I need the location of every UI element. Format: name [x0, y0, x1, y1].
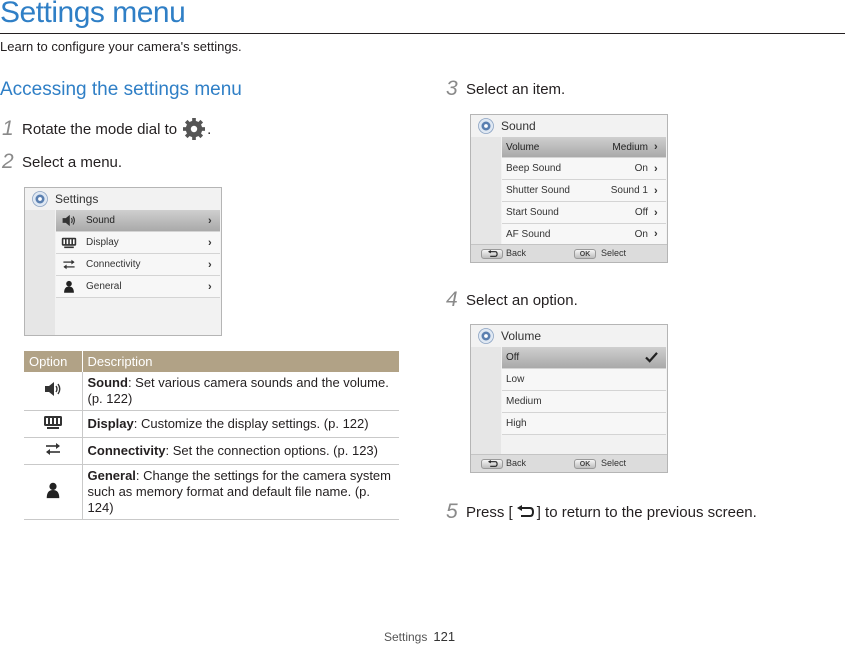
page-subtitle: Learn to configure your camera's settings. [0, 39, 242, 54]
display-icon [61, 236, 77, 249]
menu-item-shutter-sound[interactable] [502, 180, 666, 202]
menu-item-volume[interactable] [502, 137, 666, 158]
camera-screen-volume [470, 324, 668, 473]
person-icon [62, 280, 76, 293]
step-number: 5 [446, 500, 458, 523]
settings-icon [31, 190, 49, 208]
screen-footer [471, 244, 667, 262]
step-number: 1 [2, 117, 14, 140]
menu-item-display[interactable] [56, 232, 220, 254]
menu-list [56, 210, 220, 298]
menu-item-af-sound[interactable] [502, 224, 666, 245]
camera-screen-settings [24, 187, 222, 336]
screen-header-label: Volume [501, 329, 542, 343]
camera-screen-sound [470, 114, 668, 263]
chevron-right-icon: › [654, 162, 658, 175]
page-footer [384, 629, 455, 644]
chevron-right-icon: › [208, 280, 212, 293]
connectivity-icon [61, 258, 77, 271]
table-header-row [24, 351, 399, 372]
menu-item-value: On [634, 163, 648, 174]
option-high[interactable] [502, 413, 666, 435]
menu-item-sound[interactable] [56, 210, 220, 232]
speaker-icon [43, 381, 63, 397]
step-1 [2, 117, 211, 141]
step-text-end: ] to return to the previous screen. [536, 503, 757, 521]
chevron-right-icon: › [208, 236, 212, 249]
step-text: Select an item. [466, 80, 566, 98]
step-number: 3 [446, 77, 458, 100]
option-term: Sound [87, 375, 128, 390]
menu-item-value: Medium [612, 141, 648, 153]
option-term: Connectivity [87, 443, 166, 458]
table-row [24, 372, 399, 411]
step-3 [446, 77, 565, 101]
screen-footer [471, 454, 667, 472]
menu-item-start-sound[interactable] [502, 202, 666, 224]
display-icon [43, 414, 63, 430]
option-description: : Set various camera sounds and the volume. (p. 122) [87, 375, 389, 406]
screen-header [471, 325, 667, 347]
table-row [24, 411, 399, 438]
menu-item-beep-sound[interactable] [502, 158, 666, 180]
back-label: Back [506, 248, 527, 258]
menu-item-label: Start Sound [506, 207, 559, 218]
select-label: Select [601, 458, 627, 468]
footer-section: Settings [384, 630, 428, 644]
step-5 [446, 500, 757, 524]
title-divider [0, 33, 845, 34]
screen-header-label: Settings [55, 192, 99, 206]
step-text: Select an option. [466, 291, 578, 309]
table-row [24, 438, 399, 465]
option-description: : Change the settings for the camera system such as memory format and default file name. (p. 124) [87, 468, 391, 515]
option-description: : Set the connection options. (p. 123) [165, 443, 378, 458]
back-icon [486, 250, 499, 258]
chevron-right-icon: › [654, 184, 658, 197]
back-button[interactable] [481, 249, 503, 259]
menu-item-label: Shutter Sound [506, 185, 570, 196]
settings-icon [477, 327, 495, 345]
menu-item-value: Off [634, 207, 648, 218]
screen-sidebar [25, 210, 55, 335]
speaker-icon [61, 214, 77, 227]
menu-item-value: On [634, 228, 648, 240]
step-number: 4 [446, 288, 458, 311]
gear-icon [183, 118, 205, 140]
chevron-right-icon: › [654, 206, 658, 219]
step-text: Select a menu. [22, 153, 123, 171]
menu-item-label: Sound [86, 215, 115, 226]
menu-item-value: Sound 1 [610, 185, 648, 196]
menu-item-label: AF Sound [506, 228, 551, 240]
option-label: High [506, 418, 527, 429]
menu-item-label: Connectivity [86, 259, 141, 270]
step-text-end: . [207, 120, 212, 138]
menu-item-label: General [86, 281, 122, 292]
settings-icon [477, 117, 495, 135]
option-term: General [87, 468, 136, 483]
chevron-right-icon: › [654, 141, 658, 153]
ok-button[interactable]: OK [574, 249, 596, 259]
option-low[interactable] [502, 369, 666, 391]
step-4 [446, 288, 578, 312]
menu-list [502, 137, 666, 245]
ok-button[interactable]: OK [574, 459, 596, 469]
menu-item-label: Volume [506, 141, 540, 153]
page-number: 121 [433, 629, 456, 644]
column-header-description: Description [82, 351, 399, 372]
option-term: Display [87, 416, 134, 431]
menu-item-label: Beep Sound [506, 163, 562, 174]
chevron-right-icon: › [208, 258, 212, 271]
screen-header-label: Sound [501, 119, 536, 133]
checkmark-icon [645, 352, 658, 363]
option-label: Low [506, 374, 525, 385]
menu-item-label: Display [86, 237, 119, 248]
step-2 [2, 150, 122, 174]
step-text: Press [ [466, 503, 513, 521]
back-label: Back [506, 458, 527, 468]
chevron-right-icon: › [208, 214, 212, 227]
menu-item-general[interactable] [56, 276, 220, 298]
back-button[interactable] [481, 459, 503, 469]
back-icon [515, 505, 535, 519]
option-label: Medium [506, 396, 542, 407]
back-icon [486, 460, 499, 468]
select-label: Select [601, 248, 627, 258]
option-list [502, 347, 666, 435]
chevron-right-icon: › [654, 228, 658, 240]
table-row [24, 465, 399, 520]
option-label: Off [506, 352, 520, 363]
option-medium[interactable] [502, 391, 666, 413]
column-header-option: Option [24, 351, 82, 372]
option-description: : Customize the display settings. (p. 122) [133, 416, 369, 431]
menu-item-connectivity[interactable] [56, 254, 220, 276]
screen-header [25, 188, 221, 210]
connectivity-icon [43, 441, 63, 457]
page-title: Settings menu [0, 0, 186, 29]
step-number: 2 [2, 150, 14, 173]
section-title: Accessing the settings menu [0, 79, 242, 100]
person-icon [44, 481, 62, 499]
option-off[interactable] [502, 347, 666, 369]
screen-header [471, 115, 667, 137]
step-text: Rotate the mode dial to [22, 120, 178, 138]
option-table [24, 351, 399, 520]
